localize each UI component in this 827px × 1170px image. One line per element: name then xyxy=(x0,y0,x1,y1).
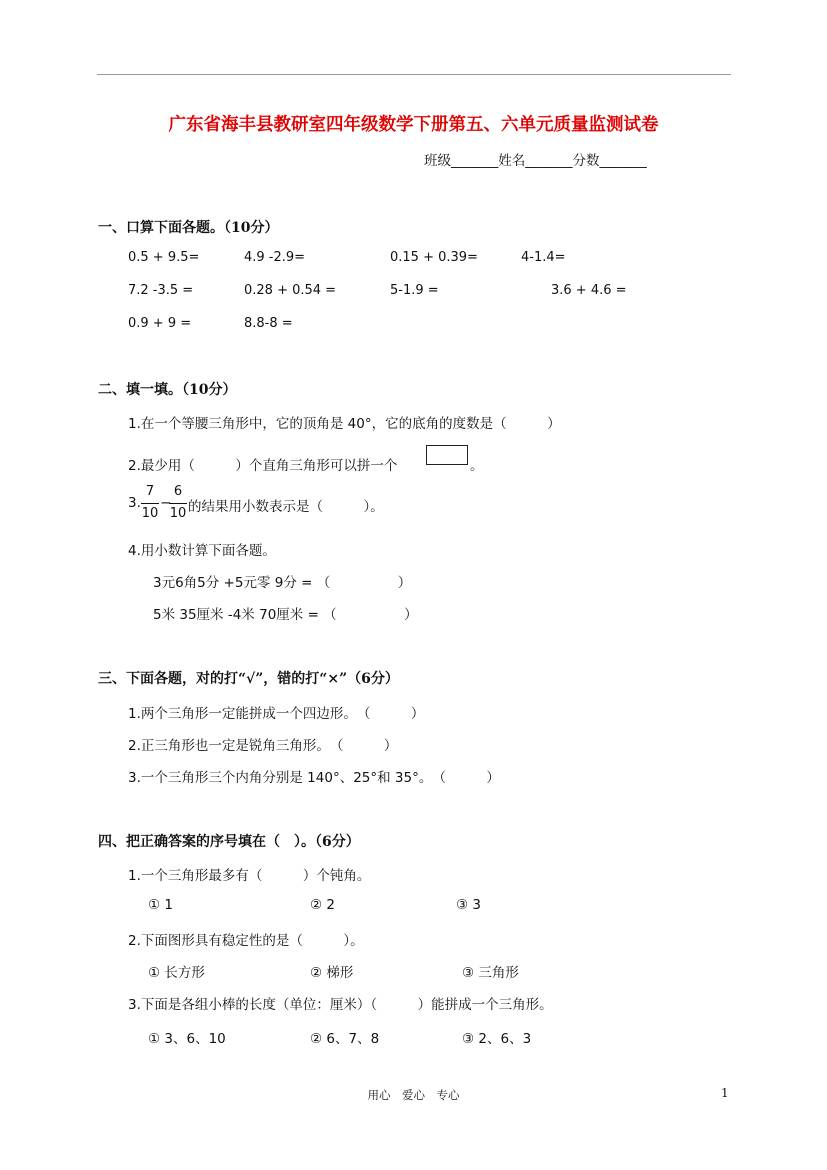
fraction-bar xyxy=(141,503,159,504)
fill-question-4: 4.用小数计算下面各题。 xyxy=(128,543,276,559)
choice-option: ① 长方形 xyxy=(148,965,205,981)
judge-item: 3.一个三角形三个内角分别是 140°、25°和 35°。 （ ） xyxy=(128,770,500,786)
fill-question-4b: 5米 35厘米 -4米 70厘米 = （ ） xyxy=(153,607,418,623)
fraction-denominator: 10 xyxy=(169,506,187,521)
fill-question-4a: 3元6角5分 +5元零 9分 = （ ） xyxy=(153,575,412,591)
fraction-numerator: 6 xyxy=(173,484,183,499)
section4-heading: 四、把正确答案的序号填在（ ）。（6分） xyxy=(98,834,360,850)
choice-option: ③ 3 xyxy=(456,897,481,913)
calc-item: 8.8-8 = xyxy=(244,316,293,331)
fill-question-2-end: 。 xyxy=(470,458,484,474)
fraction-numerator: 7 xyxy=(145,484,155,499)
choice-question-3: 3.下面是各组小棒的长度（单位：厘米）（ ）能拼成一个三角形。 xyxy=(128,997,553,1013)
section2-heading: 二、填一填。（10分） xyxy=(98,382,237,398)
minus-sign: − xyxy=(160,495,172,511)
choice-option: ② 6、7、8 xyxy=(310,1031,380,1047)
judge-item: 2.正三角形也一定是锐角三角形。 （ ） xyxy=(128,738,398,754)
page-title: 广东省海丰县教研室四年级数学下册第五、六单元质量监测试卷 xyxy=(168,115,659,135)
section1-heading: 一、口算下面各题。（10分） xyxy=(98,220,279,236)
fill-question-3-prefix: 3. xyxy=(128,495,141,511)
calc-item: 0.5 + 9.5= xyxy=(128,250,200,265)
fraction-bar xyxy=(169,503,187,504)
fill-question-1: 1.在一个等腰三角形中，它的顶角是 40°，它的底角的度数是（ ） xyxy=(128,416,561,432)
calc-item: 0.15 + 0.39= xyxy=(390,250,478,265)
calc-item: 0.28 + 0.54 = xyxy=(244,283,337,298)
page-footer: 用心 爱心 专心 xyxy=(367,1088,460,1102)
fraction-denominator: 10 xyxy=(141,506,159,521)
rectangle-figure xyxy=(426,445,468,465)
header-rule xyxy=(97,74,731,75)
choice-option: ② 2 xyxy=(310,897,335,913)
choice-question-2: 2.下面图形具有稳定性的是（ ）。 xyxy=(128,933,364,949)
fill-question-2: 2.最少用（ ）个直角三角形可以拼一个 xyxy=(128,458,398,474)
judge-item: 1.两个三角形一定能拼成一个四边形。 （ ） xyxy=(128,706,425,722)
fill-question-3-suffix: 的结果用小数表示是（ ）。 xyxy=(188,499,384,515)
choice-option: ① 3、6、10 xyxy=(148,1031,226,1047)
section3-heading: 三、下面各题，对的打“√”，错的打“×”（6分） xyxy=(98,671,399,687)
calc-item: 3.6 + 4.6 = xyxy=(551,283,627,298)
calc-item: 5-1.9 = xyxy=(390,283,439,298)
choice-option: ③ 2、6、3 xyxy=(462,1031,532,1047)
student-info-line: 班级_______姓名_______分数_______ xyxy=(424,153,647,169)
choice-option: ② 梯形 xyxy=(310,965,354,981)
choice-option: ③ 三角形 xyxy=(462,965,519,981)
calc-item: 7.2 -3.5 = xyxy=(128,283,194,298)
calc-item: 4.9 -2.9= xyxy=(244,250,306,265)
choice-question-1: 1.一个三角形最多有（ ）个钝角。 xyxy=(128,868,371,884)
choice-option: ① 1 xyxy=(148,897,173,913)
calc-item: 0.9 + 9 = xyxy=(128,316,192,331)
page-number: 1 xyxy=(721,1086,729,1100)
calc-item: 4-1.4= xyxy=(521,250,566,265)
